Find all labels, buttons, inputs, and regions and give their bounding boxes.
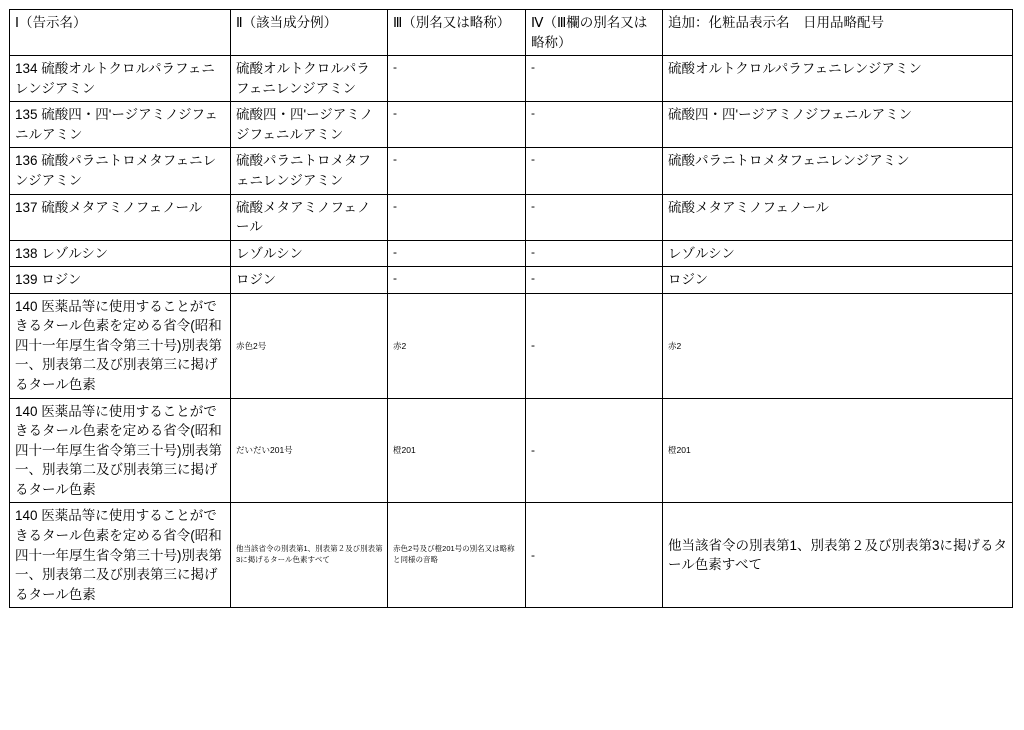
cell-alias-of-column3: - — [526, 194, 663, 240]
cell-cosmetic-display-name: レゾルシン — [663, 240, 1013, 267]
table-row — [10, 267, 1013, 294]
cell-applicable-ingredient: 他当該省令の別表第1、別表第２及び別表第3に掲げるタール色素すべて — [231, 503, 388, 608]
table-row — [10, 503, 1013, 608]
cell-alias: 赤色2号及び橙201号の別名又は略称と同様の音略 — [388, 503, 526, 608]
cell-alias: 赤2 — [388, 293, 526, 398]
table-row — [10, 102, 1013, 148]
cell-alias-of-column3: - — [526, 398, 663, 503]
cell-notice-name: 136 硫酸パラニトロメタフェニレンジアミン — [10, 148, 231, 194]
cell-alias-of-column3: - — [526, 102, 663, 148]
cell-alias-of-column3: - — [526, 56, 663, 102]
cell-alias: - — [388, 102, 526, 148]
cell-cosmetic-display-name: 赤2 — [663, 293, 1013, 398]
cell-notice-name: 140 医薬品等に使用することができるタール色素を定める省令(昭和四十一年厚生省令第三十号)別表第一、別表第二及び別表第三に掲げるタール色素 — [10, 503, 231, 608]
cell-alias-of-column3: - — [526, 267, 663, 294]
cell-alias-of-column3: - — [526, 240, 663, 267]
cell-applicable-ingredient: レゾルシン — [231, 240, 388, 267]
table-body — [10, 56, 1013, 608]
cell-alias: - — [388, 267, 526, 294]
column-header-alias-of-column3: Ⅳ（Ⅲ欄の別名又は略称） — [526, 10, 663, 56]
cell-notice-name: 134 硫酸オルトクロルパラフェニレンジアミン — [10, 56, 231, 102]
cell-cosmetic-display-name: 硫酸四・四'ージアミノジフェニルアミン — [663, 102, 1013, 148]
cell-notice-name: 138 レゾルシン — [10, 240, 231, 267]
table-row — [10, 194, 1013, 240]
cell-notice-name: 137 硫酸メタアミノフェノール — [10, 194, 231, 240]
column-header-applicable-ingredient: Ⅱ（該当成分例） — [231, 10, 388, 56]
table-header-row — [10, 10, 1013, 56]
cosmetic-ingredient-table — [9, 9, 1013, 608]
table-row — [10, 240, 1013, 267]
table-row — [10, 293, 1013, 398]
cell-applicable-ingredient: ロジン — [231, 267, 388, 294]
cell-notice-name: 135 硫酸四・四'ージアミノジフェニルアミン — [10, 102, 231, 148]
table-row — [10, 148, 1013, 194]
cell-alias: - — [388, 240, 526, 267]
column-header-notice-name: Ⅰ（告示名） — [10, 10, 231, 56]
cell-alias: - — [388, 148, 526, 194]
table-header — [10, 10, 1013, 56]
table-row — [10, 398, 1013, 503]
table-row — [10, 56, 1013, 102]
cell-alias-of-column3: - — [526, 148, 663, 194]
cell-alias: - — [388, 194, 526, 240]
cell-cosmetic-display-name: 橙201 — [663, 398, 1013, 503]
cell-applicable-ingredient: 硫酸オルトクロルパラフェニレンジアミン — [231, 56, 388, 102]
cell-alias: - — [388, 56, 526, 102]
cell-notice-name: 139 ロジン — [10, 267, 231, 294]
cell-cosmetic-display-name: 他当該省令の別表第1、別表第２及び別表第3に掲げるタール色素すべて — [663, 503, 1013, 608]
cell-cosmetic-display-name: 硫酸メタアミノフェノール — [663, 194, 1013, 240]
cell-cosmetic-display-name: 硫酸パラニトロメタフェニレンジアミン — [663, 148, 1013, 194]
cell-cosmetic-display-name: ロジン — [663, 267, 1013, 294]
cell-alias-of-column3: - — [526, 503, 663, 608]
cell-notice-name: 140 医薬品等に使用することができるタール色素を定める省令(昭和四十一年厚生省令第三十号)別表第一、別表第二及び別表第三に掲げるタール色素 — [10, 398, 231, 503]
column-header-alias: Ⅲ（別名又は略称） — [388, 10, 526, 56]
cell-alias-of-column3: - — [526, 293, 663, 398]
cell-applicable-ingredient: 赤色2号 — [231, 293, 388, 398]
cell-notice-name: 140 医薬品等に使用することができるタール色素を定める省令(昭和四十一年厚生省令第三十号)別表第一、別表第二及び別表第三に掲げるタール色素 — [10, 293, 231, 398]
cell-cosmetic-display-name: 硫酸オルトクロルパラフェニレンジアミン — [663, 56, 1013, 102]
cell-applicable-ingredient: 硫酸四・四'ージアミノジフェニルアミン — [231, 102, 388, 148]
cell-applicable-ingredient: 硫酸パラニトロメタフェニレンジアミン — [231, 148, 388, 194]
cell-applicable-ingredient: だいだい201号 — [231, 398, 388, 503]
column-header-cosmetic-display-name: 追加：化粧品表示名 日用品略配号 — [663, 10, 1013, 56]
cell-alias: 橙201 — [388, 398, 526, 503]
cell-applicable-ingredient: 硫酸メタアミノフェノール — [231, 194, 388, 240]
